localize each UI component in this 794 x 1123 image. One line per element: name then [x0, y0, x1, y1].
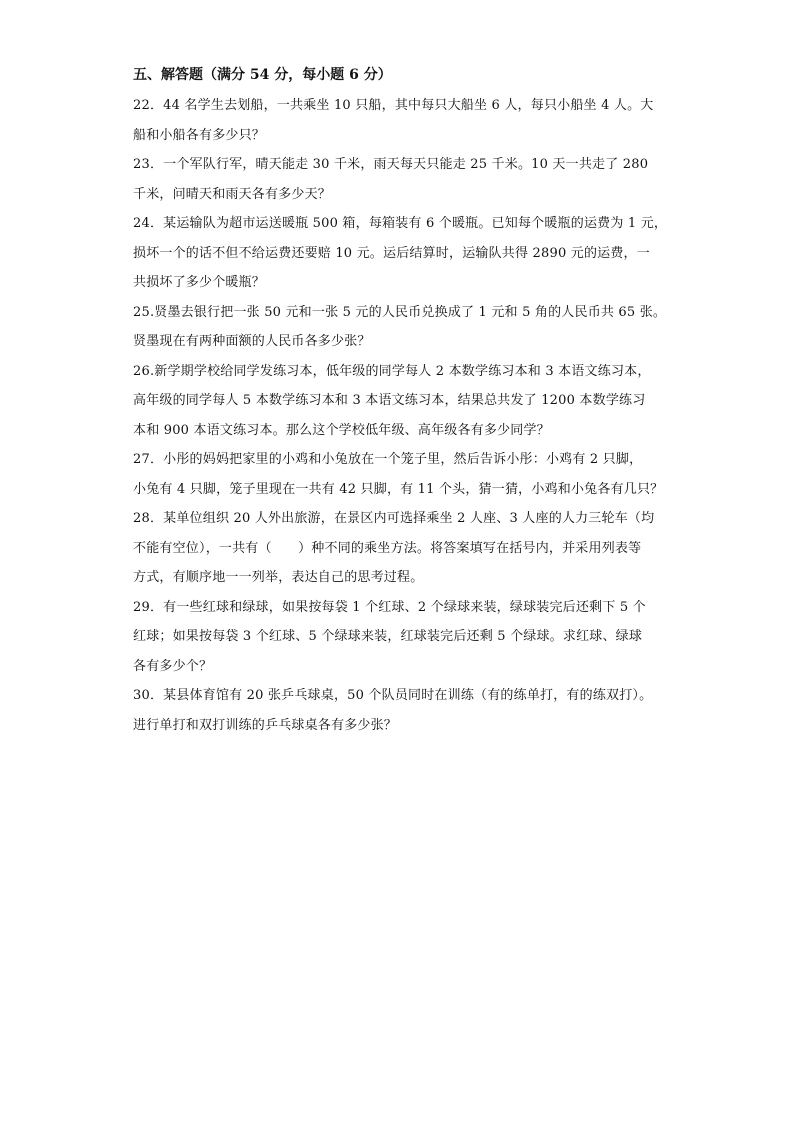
question-28-line-2: 不能有空位），一共有（ ）种不同的乘坐方法。将答案填写在括号内，并采用列表等: [133, 540, 642, 556]
question-24-line-3: 共损坏了多少个暖瓶？: [133, 275, 266, 290]
question-28: [133, 504, 673, 593]
question-22: [133, 91, 673, 150]
question-30: [133, 681, 673, 740]
question-26-line-2: 高年级的同学每人 5 本数学练习本和 3 本语文练习本，结果总共发了 1200 本数学练习: [133, 393, 646, 408]
question-29-line-2: 红球；如果按每袋 3 个红球、5 个绿球来装，红球装完后还剩 5 个绿球。求红球、绿球: [133, 629, 643, 644]
question-26: [133, 357, 673, 446]
question-30-line-1: 30．某县体育馆有 20 张乒乓球桌，50 个队员同时在训练（有的练单打，有的练双打）。: [133, 688, 653, 703]
section-title: 五、解答题（满分 54 分，每小题 6 分）: [133, 67, 392, 83]
question-28-line-1: 28．某单位组织 20 人外出旅游，在景区内可选择乘坐 2 人座、3 人座的人力三轮车（均: [133, 511, 655, 526]
question-25-line-1: 25.贤墨去银行把一张 50 元和一张 5 元的人民币兑换成了 1 元和 5 角的人民币共 65 张。: [133, 304, 667, 320]
question-29-line-1: 29．有一些红球和绿球，如果按每袋 1 个红球、2 个绿球来装，绿球装完后还剩下 5 个: [133, 599, 646, 615]
question-22-line-2: 船和小船各有多少只？: [133, 127, 266, 143]
question-30-line-2: 进行单打和双打训练的乒乓球桌各有多少张？: [133, 717, 398, 733]
question-25-line-2: 贤墨现在有两种面额的人民币各多少张？: [133, 334, 371, 349]
question-29: [133, 593, 673, 682]
question-27: [133, 445, 673, 504]
question-26-line-1: 26.新学期学校给同学发练习本，低年级的同学每人 2 本数学练习本和 3 本语文练习本，: [133, 363, 651, 379]
question-24-line-1: 24．某运输队为超市运送暖瓶 500 箱，每箱装有 6 个暖瓶。已知每个暖瓶的运费为 1 元，: [133, 216, 668, 231]
question-26-line-3: 本和 900 本语文练习本。那么这个学校低年级、高年级各有多少同学？: [133, 422, 550, 438]
question-23-line-2: 千米，问晴天和雨天各有多少天？: [133, 186, 332, 202]
question-29-line-3: 各有多少个？: [133, 658, 213, 674]
question-24-line-2: 损坏一个的话不但不给运费还要赔 10 元。运后结算时，运输队共得 2890 元的运费，一: [133, 245, 650, 261]
exam-content: [133, 63, 673, 740]
question-23: [133, 150, 673, 209]
question-27-line-2: 小兔有 4 只脚，笼子里现在一共有 42 只脚，有 11 个头，猜一猜，小鸡和小兔各有几只？: [133, 481, 664, 497]
question-23-line-1: 23．一个军队行军，晴天能走 30 千米，雨天每天只能走 25 千米。10 天一共走了 280: [133, 157, 649, 172]
question-28-line-3: 方式，有顺序地一一列举，表达自己的思考过程。: [133, 570, 424, 585]
question-27-line-1: 27．小彤的妈妈把家里的小鸡和小兔放在一个笼子里，然后告诉小彤：小鸡有 2 只脚，: [133, 452, 643, 467]
question-24: [133, 209, 673, 298]
question-22-line-1: 22．44 名学生去划船，一共乘坐 10 只船，其中每只大船坐 6 人，每只小船坐 4 人。大: [133, 98, 654, 113]
question-25: [133, 298, 673, 357]
